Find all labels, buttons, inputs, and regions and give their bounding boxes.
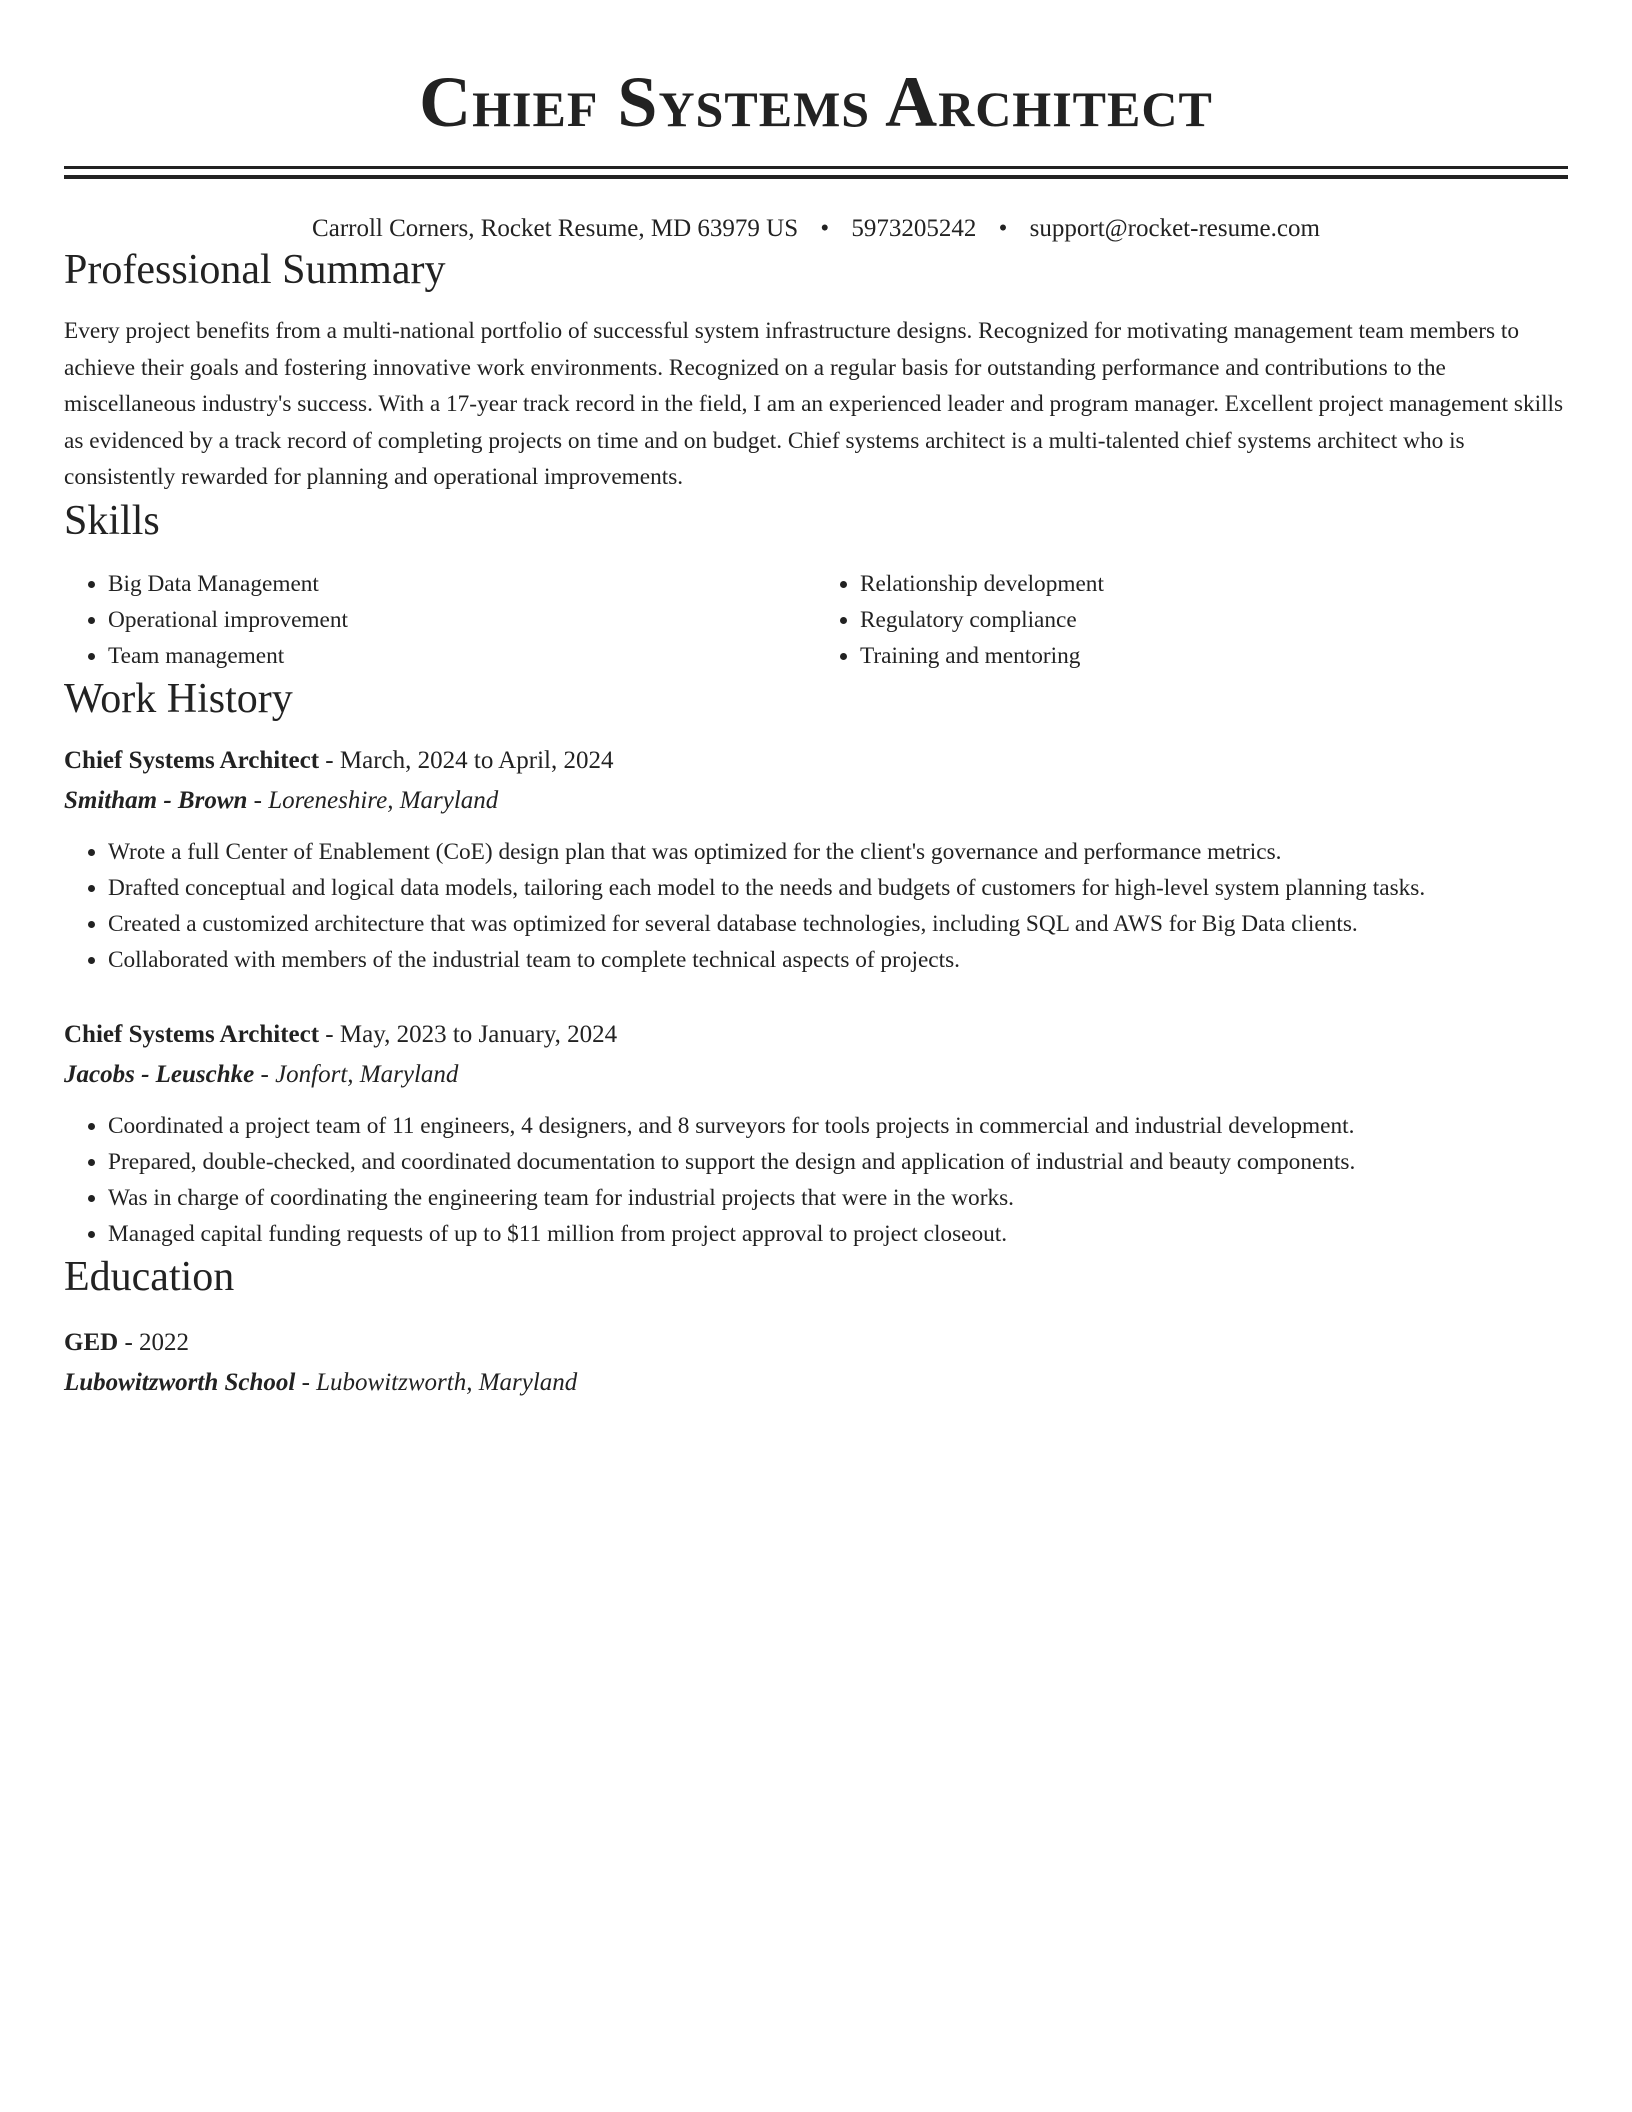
skill-item: • Team management bbox=[108, 638, 816, 674]
skills-column-right bbox=[816, 566, 1568, 674]
degree: GED bbox=[64, 1328, 119, 1356]
header-divider-bottom bbox=[64, 175, 1568, 179]
contact-email: support@rocket-resume.com bbox=[1029, 215, 1320, 242]
resume-page bbox=[64, 0, 1568, 1400]
skill-item: • Regulatory compliance bbox=[860, 602, 1568, 638]
summary-text: Every project benefits from a multi-national portfolio of successful system infrastructure designs. Recognized for motivating management team members to achieve their goals and fostering innovative work environments. Recognized on a regular basis for outstanding performance and contributions to the miscellaneous industry's success. With a 17-year track record in the field, I am an experienced leader and program manager. Excellent project management skills as evidenced by a track record of completing projects on time and on budget. Chief systems architect is a multi-talented chief systems architect who is consistently rewarded for planning and operational improvements. bbox=[64, 318, 1564, 490]
job-entry bbox=[64, 744, 1568, 978]
degree-line bbox=[64, 1326, 1568, 1360]
header-divider-top bbox=[64, 166, 1568, 169]
duty-item: • Was in charge of coordinating the engineering team for industrial projects that were in the works. bbox=[108, 1180, 1568, 1216]
skill-item: • Training and mentoring bbox=[860, 638, 1568, 674]
duty-item: • Wrote a full Center of Enablement (CoE) design plan that was optimized for the client's governance and performance metrics. bbox=[108, 834, 1568, 870]
job-title-line bbox=[64, 1018, 1568, 1052]
contact-separator: • bbox=[820, 215, 830, 242]
duty-item: • Coordinated a project team of 11 engineers, 4 designers, and 8 surveyors for tools projects in commercial and industrial development. bbox=[108, 1108, 1568, 1144]
education-heading: Education bbox=[64, 1253, 235, 1300]
job-company: Smitham - Brown bbox=[64, 786, 248, 814]
job-title: Chief Systems Architect bbox=[64, 1020, 320, 1048]
contact-separator: • bbox=[998, 215, 1008, 242]
contact-phone: 5973205242 bbox=[851, 215, 977, 242]
job-company-line bbox=[64, 1058, 1568, 1092]
job-title-line bbox=[64, 744, 1568, 778]
duty-item: • Managed capital funding requests of up to $11 million from project approval to project closeout. bbox=[108, 1216, 1568, 1252]
job-title: Chief Systems Architect bbox=[64, 746, 320, 774]
degree-year: - 2022 bbox=[118, 1328, 190, 1356]
job-company-line bbox=[64, 784, 1568, 818]
school-line bbox=[64, 1366, 1568, 1400]
school-name: Lubowitzworth School bbox=[64, 1368, 296, 1396]
job-dates: - March, 2024 to April, 2024 bbox=[319, 746, 614, 774]
skill-item: • Relationship development bbox=[860, 566, 1568, 602]
job-dates: - May, 2023 to January, 2024 bbox=[319, 1020, 618, 1048]
skill-item: • Operational improvement bbox=[108, 602, 816, 638]
job-entry bbox=[64, 1018, 1568, 1252]
skills-list bbox=[64, 566, 1568, 674]
skills-column-left bbox=[64, 566, 816, 674]
job-location: - Loreneshire, Maryland bbox=[247, 786, 499, 814]
resume-title: Chief Systems Architect bbox=[419, 62, 1213, 142]
education-entry bbox=[64, 1326, 1568, 1400]
work-history-heading: Work History bbox=[64, 675, 293, 722]
job-company: Jacobs - Leuschke bbox=[64, 1060, 255, 1088]
contact-address: Carroll Corners, Rocket Resume, MD 63979 US bbox=[312, 215, 799, 242]
summary-heading: Professional Summary bbox=[64, 247, 446, 293]
duty-item: • Prepared, double-checked, and coordinated documentation to support the design and application of industrial and beauty components. bbox=[108, 1144, 1568, 1180]
school-location: - Lubowitzworth, Maryland bbox=[295, 1368, 578, 1396]
job-duties bbox=[64, 1108, 1568, 1252]
duty-item: • Drafted conceptual and logical data models, tailoring each model to the needs and budgets of customers for high-level system planning tasks. bbox=[108, 870, 1568, 906]
skills-heading: Skills bbox=[64, 497, 160, 544]
skill-item: • Big Data Management bbox=[108, 566, 816, 602]
duty-item: • Collaborated with members of the industrial team to complete technical aspects of projects. bbox=[108, 942, 1568, 978]
contact-line bbox=[64, 213, 1568, 245]
duty-item: • Created a customized architecture that was optimized for several database technologies, including SQL and AWS for Big Data clients. bbox=[108, 906, 1568, 942]
job-duties bbox=[64, 834, 1568, 978]
job-location: - Jonfort, Maryland bbox=[254, 1060, 459, 1088]
